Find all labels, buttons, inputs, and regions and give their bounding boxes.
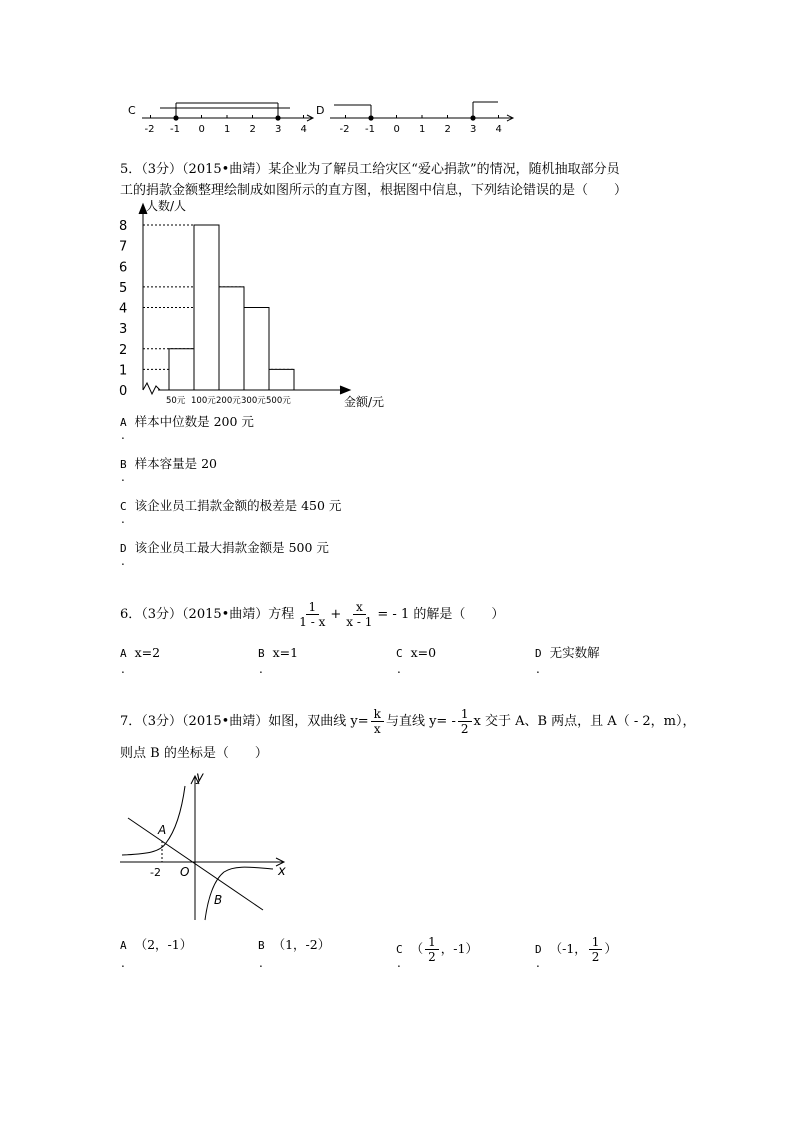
- hist-y-tick-1: 1: [119, 363, 128, 379]
- hist-y-tick-5: 5: [119, 280, 128, 296]
- q7-option-d-dot: .: [536, 956, 540, 970]
- q7-option-c-fraction: [425, 935, 439, 964]
- number-line-c: [142, 103, 313, 135]
- hist-x-tick-2: 200元: [216, 396, 241, 406]
- hist-y-label: 人数/人: [146, 199, 187, 213]
- q5-option-b[interactable]: [120, 454, 217, 472]
- q5-stem-line2: 工的捐款金额整理绘制成如图所示的直方图，根据图中信息，下列结论错误的是（ ）: [120, 183, 628, 198]
- q6-option-d-text: 无实数解: [549, 645, 600, 660]
- q5-option-d-dot: .: [121, 554, 125, 568]
- q6-frac2-num: x: [353, 600, 366, 615]
- q6-frac1-num: 1: [306, 600, 320, 615]
- number-line-c-tick-label-4: 2: [249, 124, 256, 135]
- hist-x-label: 金额/元: [344, 395, 385, 409]
- number-lines-figure: [120, 96, 520, 136]
- q7-option-d-fraction: [589, 935, 603, 964]
- hist-y-tick-2: 2: [119, 342, 128, 358]
- hist-x-arrow: [340, 386, 350, 394]
- q7-option-a-dot: .: [121, 956, 125, 970]
- q7-option-c-letter: C: [396, 943, 403, 956]
- hist-x-tick-3: 300元: [241, 396, 266, 406]
- q7-option-a-text: （2，-1）: [134, 937, 193, 952]
- q7-option-a-letter: A: [120, 939, 127, 952]
- hist-y-tick-0: 0: [119, 384, 128, 399]
- q5-option-a-dot: .: [121, 428, 125, 442]
- q5-option-d[interactable]: [120, 538, 329, 556]
- q7-stem-line1: [120, 705, 695, 739]
- q7-option-a[interactable]: [120, 935, 192, 953]
- number-line-c-tick-label-1: -1: [170, 124, 180, 135]
- q7-option-c-num: 1: [425, 935, 439, 950]
- q6-option-d-letter: D: [535, 647, 542, 660]
- q6-fraction-2: [343, 600, 375, 629]
- q7-neg2-label: -2: [150, 866, 161, 879]
- number-line-c-tick-label-3: 1: [224, 124, 231, 135]
- q6-option-d-dot: .: [536, 662, 540, 676]
- histogram-chart: [112, 198, 402, 412]
- hist-bar-3: [244, 308, 269, 391]
- q6-option-c-letter: C: [396, 647, 403, 660]
- q6-fraction-1: [296, 600, 328, 629]
- hist-y-tick-4: 4: [119, 301, 128, 317]
- q7-frac-half-num: 1: [458, 707, 472, 722]
- q6-stem: [120, 598, 504, 632]
- q7-option-c-pre: （: [410, 941, 424, 956]
- q7-option-d-post: ）: [604, 941, 617, 956]
- q6-option-a[interactable]: [120, 645, 160, 660]
- q6-prefix: 6．（3分）（2015•曲靖）方程: [120, 607, 295, 622]
- q6-option-b-dot: .: [259, 662, 263, 676]
- q6-option-a-letter: A: [120, 647, 127, 660]
- number-line-c-tick-label-5: 3: [275, 124, 282, 135]
- hist-y-tick-7: 7: [119, 239, 128, 255]
- q7-option-d-pre: （-1，: [549, 941, 587, 956]
- q6-option-a-text: x=2: [134, 645, 161, 660]
- q7-option-c-dot: .: [397, 956, 401, 970]
- hist-x-tick-1: 100元: [191, 396, 216, 406]
- q5-stem-line1: 5．（3分）（2015•曲靖）某企业为了解员工给灾区“爱心捐款”的情况，随机抽取部分员: [120, 162, 620, 177]
- q7-fraction-k: [371, 707, 384, 736]
- number-line-d-tick-label-1: -1: [365, 124, 375, 135]
- q7-option-c-den: 2: [428, 950, 436, 964]
- q7-point-a-label: A: [158, 823, 167, 837]
- q7-mid: 与直线 y= -: [385, 714, 456, 729]
- number-line-d-tick-label-0: -2: [339, 124, 350, 135]
- q7-point-b-label: B: [214, 893, 223, 907]
- number-line-c-tick-label-0: -2: [144, 124, 155, 135]
- q6-option-b[interactable]: [258, 645, 298, 660]
- q5-option-c-dot: .: [121, 512, 125, 526]
- number-line-d-label: D: [316, 104, 325, 117]
- hist-y-tick-3: 3: [119, 322, 128, 338]
- q7-option-b-letter: B: [258, 939, 265, 952]
- q6-plus: +: [330, 607, 342, 622]
- q5-option-c[interactable]: [120, 496, 341, 514]
- q7-option-b[interactable]: [258, 935, 330, 953]
- q7-option-b-text: （1，-2）: [272, 937, 331, 952]
- q6-option-d[interactable]: [535, 643, 600, 661]
- q6-option-a-dot: .: [121, 662, 125, 676]
- number-line-d-tick-label-5: 3: [470, 124, 477, 135]
- q6-frac1-den: 1 - x: [299, 615, 326, 629]
- q5-option-c-letter: C: [120, 500, 127, 513]
- q6-option-c-dot: .: [397, 662, 401, 676]
- q6-option-c[interactable]: [396, 645, 436, 660]
- q5-option-a-text: 样本中位数是 200 元: [134, 414, 254, 429]
- q5-option-c-text: 该企业员工捐款金额的极差是 450 元: [134, 498, 342, 513]
- q5-option-d-letter: D: [120, 542, 127, 555]
- q7-y-label: y: [196, 770, 204, 785]
- q6-suffix: = - 1 的解是（ ）: [377, 607, 505, 622]
- q7-frac-k-den: x: [373, 722, 381, 736]
- q6-frac2-den: x - 1: [346, 615, 373, 629]
- q6-option-b-text: x=1: [272, 645, 299, 660]
- q5-option-b-text: 样本容量是 20: [134, 456, 217, 471]
- q7-graph: [118, 768, 294, 926]
- q5-option-a[interactable]: [120, 412, 254, 430]
- hist-x-tick-0: 50元: [166, 396, 186, 406]
- number-line-d-tick-label-6: 4: [495, 124, 502, 135]
- hist-bar-1: [194, 225, 219, 390]
- q6-option-b-letter: B: [258, 647, 265, 660]
- q7-x-label: x: [278, 864, 286, 879]
- hist-y-tick-6: 6: [119, 260, 128, 276]
- q5-option-d-text: 该企业员工最大捐款金额是 500 元: [134, 540, 329, 555]
- q7-option-d-den: 2: [591, 950, 600, 964]
- q7-prefix: 7．（3分）（2015•曲靖）如图，双曲线 y=: [120, 714, 369, 729]
- q7-suffix: x 交于 A、B 两点，且 A（ - 2，m），: [473, 714, 696, 729]
- number-line-d-tick-label-2: 0: [393, 124, 400, 135]
- number-line-c-tick-label-2: 0: [198, 124, 205, 135]
- q7-frac-k-num: k: [371, 707, 384, 722]
- q5-option-b-letter: B: [120, 458, 127, 471]
- number-line-d: [330, 102, 513, 135]
- hist-axis-break: [143, 383, 160, 394]
- q7-option-d-num: 1: [589, 935, 603, 950]
- number-line-c-label: C: [128, 104, 136, 117]
- number-line-d-tick-label-3: 1: [419, 124, 426, 135]
- q7-option-b-dot: .: [259, 956, 263, 970]
- hist-bar-4: [269, 369, 294, 390]
- q7-frac-half-den: 2: [460, 722, 469, 736]
- q7-fraction-half: [458, 707, 472, 736]
- q5-option-a-letter: A: [120, 416, 127, 429]
- hist-bar-2: [219, 287, 244, 390]
- hist-x-tick-4: 500元: [266, 396, 291, 406]
- hist-bar-0: [169, 349, 194, 390]
- q7-origin-label: O: [180, 865, 190, 879]
- q7-option-c[interactable]: [396, 934, 478, 965]
- q7-stem-line2: 则点 B 的坐标是（ ）: [120, 746, 268, 761]
- q5-option-b-dot: .: [121, 470, 125, 484]
- q7-option-c-post: ，-1）: [440, 941, 478, 956]
- number-line-c-tick-label-6: 4: [300, 124, 307, 135]
- q7-option-d[interactable]: [535, 934, 617, 965]
- hist-y-tick-8: 8: [119, 219, 128, 234]
- number-line-d-tick-label-4: 2: [444, 124, 451, 135]
- q7-option-d-letter: D: [535, 943, 542, 956]
- q6-option-c-text: x=0: [410, 645, 437, 660]
